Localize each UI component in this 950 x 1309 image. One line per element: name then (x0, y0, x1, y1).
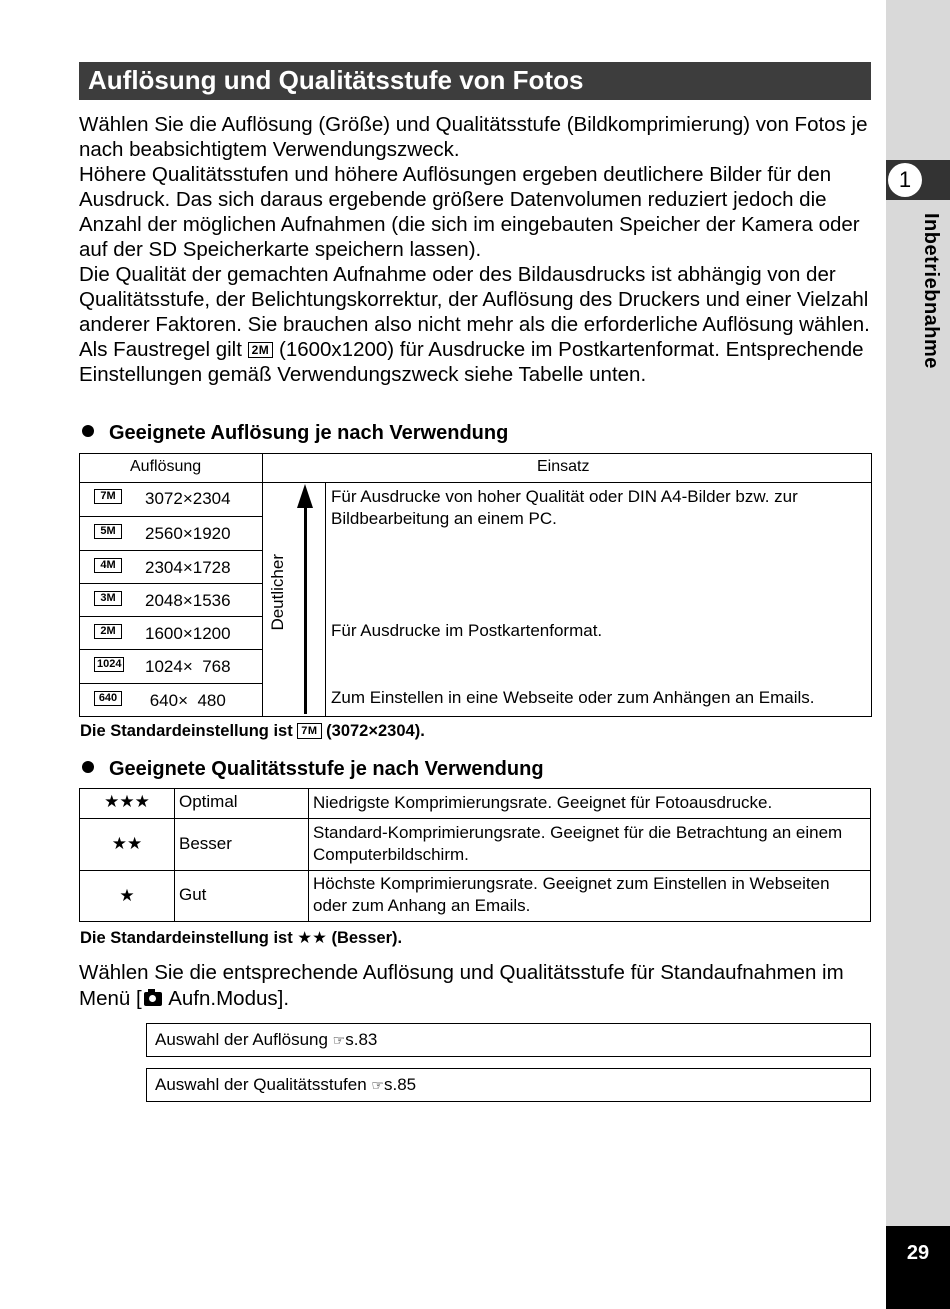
quality-name: Gut (179, 885, 207, 904)
reference-quality[interactable] (146, 1068, 871, 1102)
table-row (80, 516, 262, 550)
quality-table (79, 788, 871, 922)
table-row (80, 482, 262, 515)
arrow-shaft (304, 504, 307, 714)
quality-stars-icon: ★ (119, 886, 135, 905)
table-divider (262, 454, 263, 716)
table-row (80, 818, 870, 870)
outro-text (79, 960, 879, 1012)
quality-heading-text: Geeignete Qualitätsstufe je nach Verwendung (109, 758, 544, 780)
resolution-badge-icon: 7M (94, 489, 122, 504)
reference-page[interactable]: s.83 (345, 1030, 378, 1049)
reference-label: Auswahl der Qualitätsstufen (155, 1075, 372, 1094)
bullet-icon (82, 425, 94, 437)
table-row (80, 789, 870, 818)
table-row (80, 870, 870, 922)
quality-name: Optimal (179, 792, 238, 811)
table-row (80, 583, 262, 617)
usage-postcard: Für Ausdrucke im Postkartenformat. (331, 621, 603, 640)
table-row (80, 649, 262, 683)
quality-heading (82, 758, 544, 781)
quality-description: Niedrigste Komprimierungsrate. Geeignet für Fotoausdrucke. (313, 793, 773, 812)
quality-description: Höchste Komprimierungsrate. Geeignet zum Einstellen in Webseiten oder zum Anhang an Emails. (313, 874, 830, 915)
chapter-number: 1 (888, 163, 922, 197)
chapter-label: Inbetriebnahme (920, 213, 942, 369)
camera-icon (144, 992, 162, 1006)
quality-stars-icon: ★★ (111, 834, 143, 853)
resolution-badge-icon: 1024 (94, 657, 124, 672)
default-note-text-a: Die Standardeinstellung ist (80, 722, 298, 740)
usage-web: Zum Einstellen in eine Webseite oder zum Anhängen an Emails. (331, 688, 815, 707)
resolution-value: 1024× 768 (145, 657, 231, 676)
resolution-value: 640× 480 (145, 691, 226, 710)
quality-description: Standard-Komprimierungsrate. Geeignet für die Betrachtung an einem Computerbildschirm. (313, 823, 843, 864)
resolution-badge-icon: 3M (94, 591, 122, 606)
resolution-badge-icon: 4M (94, 558, 122, 573)
intro-p3-text-b: (1600x1200) für Ausdrucke im Postkartenformat. Entsprechende Einstellungen gemäß Verwendungszweck siehe Tabelle unten. (79, 338, 864, 386)
reference-page[interactable]: s.85 (383, 1075, 417, 1094)
table-divider (325, 482, 326, 716)
table-row (80, 616, 262, 650)
resolution-table-header (80, 454, 871, 483)
intro-paragraph-1: Wählen Sie die Auflösung (Größe) und Qualitätsstufe (Bildkomprimierung) von Fotos je nach beabsichtigtem Verwendungszweck. (79, 113, 868, 161)
resolution-value: 3072×2304 (145, 489, 231, 508)
col-header-resolution: Auflösung (130, 458, 202, 475)
usage-high-quality: Für Ausdrucke von hoher Qualität oder DIN A4-Bilder bzw. zur Bildbearbeitung an einem PC. (331, 487, 798, 528)
resolution-value: 2560×1920 (145, 524, 231, 543)
quality-name: Besser (179, 834, 232, 853)
resolution-heading (82, 422, 508, 445)
outro-text-b: Aufn.Modus]. (163, 987, 290, 1010)
resolution-badge-icon: 5M (94, 524, 122, 539)
resolution-value: 2048×1536 (145, 591, 231, 610)
resolution-badge-icon: 2M (94, 624, 122, 639)
resolution-2m-icon: 2M (248, 342, 274, 358)
page-title: Auflösung und Qualitätsstufe von Fotos (79, 62, 871, 100)
resolution-7m-icon: 7M (297, 723, 321, 739)
resolution-default-note (80, 722, 425, 741)
reference-label: Auswahl der Auflösung (155, 1030, 333, 1049)
intro-p3-text-a: Die Qualität der gemachten Aufnahme oder des Bildausdrucks ist abhängig von der Qualitätsstufe, der Belichtungskorrektur, der Auflösung des Druckers und einer Vielzahl anderer Faktoren. Sie brauchen also nicht mehr als die erforderliche Auflösung wählen. Als Faustregel gilt (79, 263, 870, 361)
bullet-icon (82, 761, 94, 773)
quality-default-note: Die Standardeinstellung ist ★★ (Besser). (80, 929, 403, 947)
table-row (80, 550, 262, 584)
resolution-value: 2304×1728 (145, 558, 231, 577)
col-header-usage: Einsatz (537, 458, 590, 475)
reference-resolution[interactable] (146, 1023, 871, 1057)
resolution-badge-icon: 640 (94, 691, 122, 706)
default-note-text-b: (3072×2304). (321, 722, 425, 740)
intro-paragraph-3 (79, 262, 879, 387)
pointing-hand-icon: ☞ (371, 1077, 384, 1093)
resolution-value: 1600×1200 (145, 624, 231, 643)
arrow-label: Deutlicher (268, 554, 287, 631)
page-number: 29 (886, 1226, 950, 1309)
resolution-table (79, 453, 872, 717)
resolution-heading-text: Geeignete Auflösung je nach Verwendung (109, 422, 509, 444)
table-row (80, 683, 262, 717)
intro-paragraph-2: Höhere Qualitätsstufen und höhere Auflösungen ergeben deutlichere Bilder für den Ausdruck. Das sich daraus ergebende größere Datenvolumen reduziert jedoch die Anzahl der möglichen Aufnahmen (die sich im eingebauten Speicher der Kamera oder auf der SD Speicherkarte speichern lassen). (79, 163, 860, 261)
quality-stars-icon: ★★★ (104, 792, 150, 811)
outro-text-a: Wählen Sie die entsprechende Auflösung und Qualitätsstufe für Standaufnahmen im Menü [ (79, 961, 844, 1010)
pointing-hand-icon: ☞ (332, 1032, 346, 1048)
intro-text (79, 112, 879, 387)
